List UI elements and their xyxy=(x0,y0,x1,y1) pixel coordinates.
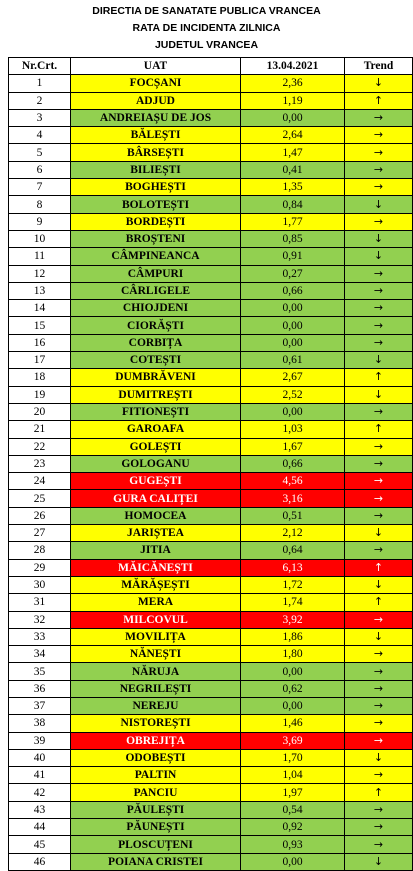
trend-arrow: ↓ xyxy=(345,230,413,247)
table-row xyxy=(9,473,413,490)
trend-arrow: → xyxy=(345,611,413,628)
row-number: 32 xyxy=(9,611,71,628)
incidence-rate: 1,03 xyxy=(241,421,345,438)
uat-name: CÂRLIGELE xyxy=(71,282,241,299)
uat-name: BĂLEȘTI xyxy=(71,127,241,144)
incidence-rate: 0,00 xyxy=(241,300,345,317)
row-number: 18 xyxy=(9,369,71,386)
row-number: 42 xyxy=(9,784,71,801)
table-row xyxy=(9,213,413,230)
trend-arrow: → xyxy=(345,732,413,749)
incidence-rate: 3,92 xyxy=(241,611,345,628)
table-row xyxy=(9,732,413,749)
trend-arrow: → xyxy=(345,801,413,818)
row-number: 11 xyxy=(9,248,71,265)
uat-name: MOVILIȚA xyxy=(71,628,241,645)
uat-name: BOGHEȘTI xyxy=(71,179,241,196)
table-row xyxy=(9,611,413,628)
uat-name: ANDREIAȘU DE JOS xyxy=(71,109,241,126)
row-number: 14 xyxy=(9,300,71,317)
row-number: 13 xyxy=(9,282,71,299)
uat-name: HOMOCEA xyxy=(71,507,241,524)
trend-arrow: → xyxy=(345,282,413,299)
incidence-rate: 3,16 xyxy=(241,490,345,507)
uat-name: CORBIȚA xyxy=(71,334,241,351)
table-row xyxy=(9,144,413,161)
incidence-rate: 0,41 xyxy=(241,161,345,178)
row-number: 35 xyxy=(9,663,71,680)
incidence-rate: 0,62 xyxy=(241,680,345,697)
column-header-rate: 13.04.2021 xyxy=(241,58,345,75)
column-header-nr: Nr.Crt. xyxy=(9,58,71,75)
row-number: 40 xyxy=(9,749,71,766)
uat-name: GOLOGANU xyxy=(71,455,241,472)
row-number: 12 xyxy=(9,265,71,282)
uat-name: BROȘTENI xyxy=(71,230,241,247)
trend-arrow: → xyxy=(345,317,413,334)
trend-arrow: ↑ xyxy=(345,421,413,438)
uat-name: MERA xyxy=(71,594,241,611)
incidence-rate: 1,77 xyxy=(241,213,345,230)
row-number: 4 xyxy=(9,127,71,144)
incidence-rate: 1,72 xyxy=(241,576,345,593)
column-header-trend: Trend xyxy=(345,58,413,75)
incidence-rate: 0,84 xyxy=(241,196,345,213)
table-row xyxy=(9,196,413,213)
row-number: 2 xyxy=(9,92,71,109)
trend-arrow: ↓ xyxy=(345,75,413,92)
uat-name: ODOBEȘTI xyxy=(71,749,241,766)
incidence-rate: 2,67 xyxy=(241,369,345,386)
incidence-rate: 0,64 xyxy=(241,542,345,559)
trend-arrow: ↓ xyxy=(345,749,413,766)
uat-name: MĂICĂNEȘTI xyxy=(71,559,241,576)
trend-arrow: ↑ xyxy=(345,92,413,109)
uat-name: CHIOJDENI xyxy=(71,300,241,317)
incidence-rate: 1,80 xyxy=(241,646,345,663)
table-row xyxy=(9,92,413,109)
trend-arrow: → xyxy=(345,715,413,732)
incidence-rate: 6,13 xyxy=(241,559,345,576)
table-row xyxy=(9,507,413,524)
table-row xyxy=(9,697,413,714)
row-number: 37 xyxy=(9,697,71,714)
uat-name: MILCOVUL xyxy=(71,611,241,628)
row-number: 27 xyxy=(9,525,71,542)
uat-name: CÂMPINEANCA xyxy=(71,248,241,265)
table-row xyxy=(9,525,413,542)
trend-arrow: ↑ xyxy=(345,594,413,611)
row-number: 46 xyxy=(9,853,71,870)
uat-name: JITIA xyxy=(71,542,241,559)
uat-name: BORDEȘTI xyxy=(71,213,241,230)
row-number: 19 xyxy=(9,386,71,403)
table-row xyxy=(9,646,413,663)
table-row xyxy=(9,421,413,438)
trend-arrow: → xyxy=(345,767,413,784)
row-number: 28 xyxy=(9,542,71,559)
trend-arrow: ↓ xyxy=(345,386,413,403)
table-header-row xyxy=(9,58,413,75)
row-number: 20 xyxy=(9,403,71,420)
row-number: 45 xyxy=(9,836,71,853)
table-row xyxy=(9,334,413,351)
trend-arrow: → xyxy=(345,542,413,559)
incidence-rate: 2,64 xyxy=(241,127,345,144)
uat-name: BILIEȘTI xyxy=(71,161,241,178)
row-number: 25 xyxy=(9,490,71,507)
trend-arrow: ↓ xyxy=(345,628,413,645)
table-row xyxy=(9,853,413,870)
trend-arrow: ↑ xyxy=(345,369,413,386)
uat-name: JARIȘTEA xyxy=(71,525,241,542)
table-body xyxy=(9,75,413,871)
incidence-rate: 1,04 xyxy=(241,767,345,784)
incidence-rate: 4,56 xyxy=(241,473,345,490)
incidence-rate: 1,19 xyxy=(241,92,345,109)
row-number: 30 xyxy=(9,576,71,593)
trend-arrow: → xyxy=(345,836,413,853)
incidence-rate: 0,00 xyxy=(241,403,345,420)
row-number: 36 xyxy=(9,680,71,697)
uat-name: NĂRUJA xyxy=(71,663,241,680)
table-row xyxy=(9,490,413,507)
uat-name: DUMBRĂVENI xyxy=(71,369,241,386)
table-row xyxy=(9,230,413,247)
row-number: 41 xyxy=(9,767,71,784)
incidence-rate: 0,00 xyxy=(241,663,345,680)
row-number: 1 xyxy=(9,75,71,92)
table-row xyxy=(9,369,413,386)
row-number: 16 xyxy=(9,334,71,351)
row-number: 22 xyxy=(9,438,71,455)
uat-name: BÂRSEȘTI xyxy=(71,144,241,161)
table-row xyxy=(9,836,413,853)
trend-arrow: ↓ xyxy=(345,248,413,265)
incidence-rate: 1,46 xyxy=(241,715,345,732)
trend-arrow: → xyxy=(345,334,413,351)
trend-arrow: → xyxy=(345,507,413,524)
row-number: 23 xyxy=(9,455,71,472)
trend-arrow: → xyxy=(345,161,413,178)
uat-name: PLOSCUȚENI xyxy=(71,836,241,853)
uat-name: OBREJIȚA xyxy=(71,732,241,749)
trend-arrow: → xyxy=(345,438,413,455)
header-county: JUDETUL VRANCEA xyxy=(154,39,259,51)
table-row xyxy=(9,403,413,420)
trend-arrow: ↑ xyxy=(345,784,413,801)
uat-name: ADJUD xyxy=(71,92,241,109)
trend-arrow: → xyxy=(345,300,413,317)
row-number: 39 xyxy=(9,732,71,749)
row-number: 31 xyxy=(9,594,71,611)
table-row xyxy=(9,109,413,126)
incidence-rate: 0,00 xyxy=(241,109,345,126)
trend-arrow: → xyxy=(345,680,413,697)
table-row xyxy=(9,317,413,334)
uat-name: BOLOTEȘTI xyxy=(71,196,241,213)
table-row xyxy=(9,386,413,403)
trend-arrow: → xyxy=(345,127,413,144)
row-number: 15 xyxy=(9,317,71,334)
column-header-uat: UAT xyxy=(71,58,241,75)
incidence-rate: 0,51 xyxy=(241,507,345,524)
row-number: 17 xyxy=(9,352,71,369)
trend-arrow: → xyxy=(345,490,413,507)
uat-name: COTEȘTI xyxy=(71,352,241,369)
trend-arrow: ↓ xyxy=(345,352,413,369)
incidence-rate: 0,61 xyxy=(241,352,345,369)
uat-name: MĂRĂȘEȘTI xyxy=(71,576,241,593)
row-number: 21 xyxy=(9,421,71,438)
uat-name: CÂMPURI xyxy=(71,265,241,282)
table-row xyxy=(9,265,413,282)
table-row xyxy=(9,542,413,559)
trend-arrow: → xyxy=(345,473,413,490)
uat-name: DUMITREȘTI xyxy=(71,386,241,403)
incidence-rate: 1,97 xyxy=(241,784,345,801)
uat-name: PALTIN xyxy=(71,767,241,784)
trend-arrow: ↑ xyxy=(345,559,413,576)
trend-arrow: ↓ xyxy=(345,525,413,542)
incidence-rate: 0,54 xyxy=(241,801,345,818)
incidence-rate: 0,66 xyxy=(241,282,345,299)
uat-name: PANCIU xyxy=(71,784,241,801)
table-row xyxy=(9,767,413,784)
incidence-rate: 3,69 xyxy=(241,732,345,749)
uat-name: NEGRILEȘTI xyxy=(71,680,241,697)
table-row xyxy=(9,127,413,144)
uat-name: PĂULEȘTI xyxy=(71,801,241,818)
row-number: 9 xyxy=(9,213,71,230)
uat-name: FOCȘANI xyxy=(71,75,241,92)
incidence-rate: 1,70 xyxy=(241,749,345,766)
table-row xyxy=(9,455,413,472)
table-row xyxy=(9,715,413,732)
uat-name: NISTOREȘTI xyxy=(71,715,241,732)
uat-name: GURA CALIȚEI xyxy=(71,490,241,507)
incidence-rate: 1,47 xyxy=(241,144,345,161)
table-row xyxy=(9,628,413,645)
incidence-rate: 1,86 xyxy=(241,628,345,645)
uat-name: PĂUNEȘTI xyxy=(71,819,241,836)
trend-arrow: → xyxy=(345,144,413,161)
incidence-rate: 2,12 xyxy=(241,525,345,542)
incidence-rate: 0,92 xyxy=(241,819,345,836)
incidence-rate: 0,00 xyxy=(241,853,345,870)
incidence-rate: 0,00 xyxy=(241,317,345,334)
table-row xyxy=(9,801,413,818)
incidence-rate: 0,00 xyxy=(241,334,345,351)
uat-name: GOLEȘTI xyxy=(71,438,241,455)
uat-name: GAROAFA xyxy=(71,421,241,438)
table-row xyxy=(9,179,413,196)
row-number: 34 xyxy=(9,646,71,663)
row-number: 10 xyxy=(9,230,71,247)
row-number: 5 xyxy=(9,144,71,161)
incidence-table xyxy=(8,57,413,871)
trend-arrow: ↓ xyxy=(345,196,413,213)
trend-arrow: ↓ xyxy=(345,853,413,870)
incidence-rate: 1,67 xyxy=(241,438,345,455)
table-row xyxy=(9,819,413,836)
table-row xyxy=(9,680,413,697)
table-row xyxy=(9,282,413,299)
incidence-rate: 0,93 xyxy=(241,836,345,853)
trend-arrow: → xyxy=(345,179,413,196)
table-row xyxy=(9,75,413,92)
row-number: 3 xyxy=(9,109,71,126)
incidence-rate: 0,66 xyxy=(241,455,345,472)
incidence-rate: 2,52 xyxy=(241,386,345,403)
row-number: 6 xyxy=(9,161,71,178)
trend-arrow: → xyxy=(345,663,413,680)
header-title: DIRECTIA DE SANATATE PUBLICA VRANCEA xyxy=(92,5,321,17)
trend-arrow: ↓ xyxy=(345,576,413,593)
row-number: 26 xyxy=(9,507,71,524)
row-number: 44 xyxy=(9,819,71,836)
row-number: 7 xyxy=(9,179,71,196)
trend-arrow: → xyxy=(345,109,413,126)
uat-name: CIORĂȘTI xyxy=(71,317,241,334)
uat-name: POIANA CRISTEI xyxy=(71,853,241,870)
trend-arrow: → xyxy=(345,265,413,282)
trend-arrow: → xyxy=(345,213,413,230)
trend-arrow: → xyxy=(345,819,413,836)
table-row xyxy=(9,248,413,265)
table-row xyxy=(9,438,413,455)
incidence-rate: 0,85 xyxy=(241,230,345,247)
trend-arrow: → xyxy=(345,646,413,663)
row-number: 38 xyxy=(9,715,71,732)
incidence-rate: 0,27 xyxy=(241,265,345,282)
trend-arrow: → xyxy=(345,403,413,420)
row-number: 29 xyxy=(9,559,71,576)
incidence-rate: 1,35 xyxy=(241,179,345,196)
incidence-rate: 0,91 xyxy=(241,248,345,265)
trend-arrow: → xyxy=(345,697,413,714)
table-row xyxy=(9,559,413,576)
row-number: 24 xyxy=(9,473,71,490)
table-row xyxy=(9,352,413,369)
table-row xyxy=(9,784,413,801)
incidence-rate: 1,74 xyxy=(241,594,345,611)
row-number: 43 xyxy=(9,801,71,818)
row-number: 8 xyxy=(9,196,71,213)
table-row xyxy=(9,576,413,593)
uat-name: FITIONEȘTI xyxy=(71,403,241,420)
incidence-rate: 2,36 xyxy=(241,75,345,92)
table-row xyxy=(9,594,413,611)
incidence-rate: 0,00 xyxy=(241,697,345,714)
header-subtitle: RATA DE INCIDENTA ZILNICA xyxy=(132,22,281,34)
uat-name: NEREJU xyxy=(71,697,241,714)
table-row xyxy=(9,161,413,178)
uat-name: GUGEȘTI xyxy=(71,473,241,490)
table-row xyxy=(9,300,413,317)
uat-name: NĂNEȘTI xyxy=(71,646,241,663)
trend-arrow: → xyxy=(345,455,413,472)
row-number: 33 xyxy=(9,628,71,645)
table-row xyxy=(9,749,413,766)
table-row xyxy=(9,663,413,680)
